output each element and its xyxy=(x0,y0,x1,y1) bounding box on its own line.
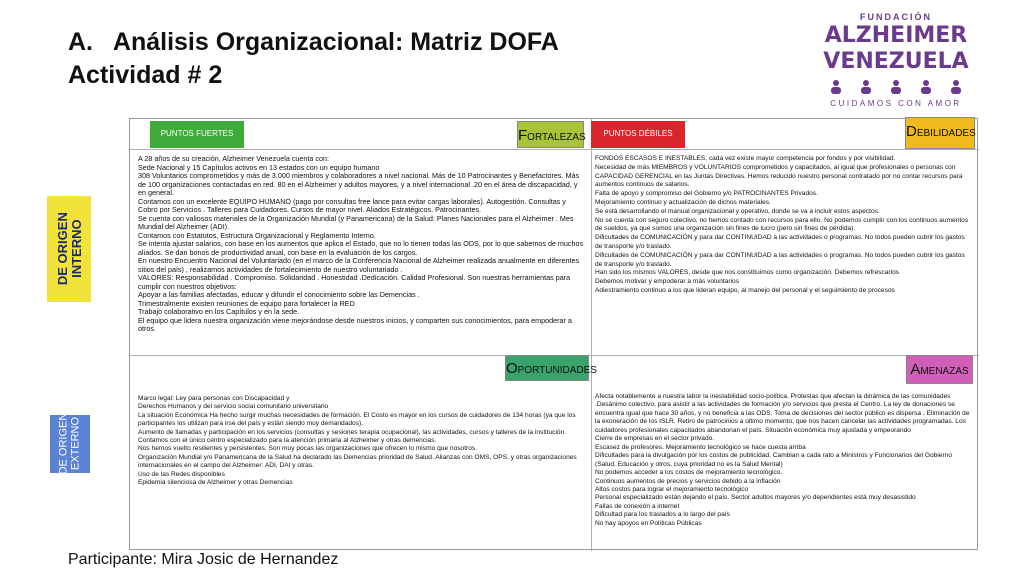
oportunidades-initial: O xyxy=(506,360,518,377)
debilidades-initial: D xyxy=(906,123,917,140)
fortalezas-cell xyxy=(138,155,584,351)
amenazas-item: Altos costos para lograr el mejoramiento tecnológico xyxy=(595,485,749,493)
amenazas-item: Cierre de empresas en el sector privado. xyxy=(595,435,715,443)
amenazas-item: Fallas de conexión a internet xyxy=(595,502,680,510)
fortalezas-item: Apoyar a las familias afectadas, educar y difundir el conocimiento sobre las Demencias . xyxy=(138,290,420,299)
amenazas-item: No podemos acceder a los costos de mejoramiento tecnológico. xyxy=(595,469,783,477)
oportunidades-rest: PORTUNIDADES xyxy=(517,365,597,376)
fortalezas-item: Trimestralmente existen reuniones de equipo para fortalecer la RED xyxy=(138,298,355,308)
amenazas-label xyxy=(906,355,973,384)
fortalezas-item: Contamos con Estatutos, Estructura Organizacional y Reglamento Interno. xyxy=(138,230,376,240)
fortalezas-item: Contamos con un excelente EQUIPO HUMANO (pago por consultas free lance para evitar cargas laborales). Autogestión. Consultas y Cobro por Servicios . Talleres para Cuidadores. Cursos de mayor nivel. Aliados Estratégicos. Patrocinantes. xyxy=(138,196,566,214)
oportunidades-item: Organización Mundial y/o Panamericana de la Salud ha declarado las Demencias prioridad de Salud. Alianzas con OMS, OPS, y otras organizaciones internacionales en el campo del Alzheimer: ADI, DAI y otras. xyxy=(138,453,577,470)
fortalezas-item: Trabajo colaborativo en los Capítulos y en la sede. xyxy=(138,307,300,316)
amenazas-item: Personal especializado están dejando el país. Sector adultos mayores y/o dependientes está muy desasistido xyxy=(595,494,916,502)
oportunidades-cell xyxy=(138,395,584,505)
fortalezas-item: 308 Voluntarios comprometidos y más de 3.000 miembros y colaboradores a nivel nacional. Más de 10 Patrocinantes y Benefactores. Más de 100 organizaciones contactadas en red. 80 en el Alzheimer y adultos mayores, y a nivel internacional .20 en el área de discapacidad, y en general. xyxy=(138,171,580,197)
slide-title xyxy=(68,26,788,92)
fortalezas-item: Sede Nacional y 15 Capítulos activos en 13 estados con un equipo humano xyxy=(138,162,380,172)
oportunidades-item: La situación Económica Ha hecho surgir muchas necesidades de formación. El Costo es mayor en los cursos de cuidadores de 134 horas (ya que los participantes los utilizan para irse del país y están siendo muy demandados). xyxy=(138,411,576,428)
origen-interno-label xyxy=(47,196,91,302)
fortalezas-label xyxy=(517,121,584,148)
amenazas-item: Dificultad para los traslados a lo largo del país xyxy=(595,511,730,519)
puntos-fuertes-header: PUNTOS FUERTES xyxy=(150,121,244,148)
amenazas-rest: MENAZAS xyxy=(920,366,969,377)
logo-tagline: CUIDAMOS CON AMOR xyxy=(830,99,962,108)
amenazas-item: No hay apoyos en Políticas Públicas xyxy=(595,519,702,527)
debilidades-item: No se cuenta con seguro colectivo, no hemos contado con recursos para ello. No podemos cumplir con los continuos aumentos de sueldos, ya que somos una organización sin fines de lucro (pero sin fines de pérdida). xyxy=(595,216,969,233)
fortalezas-item: Se intenta ajustar salarios, con base en los aumentos que aplica el Estado, que no lo tienen todas las ODS, por lo que sabemos de muchos aliados. Se dan bonos de productividad anual, con base en la evaluación de los cargos. xyxy=(138,239,584,257)
fortalezas-item: Se cuenta con valiosos materiales de la Organización Mundial (y Panamericana) de la Salud: Planes Nacionales para el Alzheimer . Mes Mundial del Alzheimer (ADI). xyxy=(138,213,574,231)
fortalezas-item: A 28 años de su creación, Alzheimer Venezuela cuenta con: xyxy=(138,155,329,163)
debilidades-item: Se está desarrollando el manual organizacional y operativo, donde se va a incluir estos aspectos. xyxy=(595,207,880,215)
origen-externo-line-1: DE ORIGEN xyxy=(57,413,70,475)
amenazas-initial: A xyxy=(910,361,921,378)
origen-externo-line-2: EXTERNO xyxy=(69,417,82,471)
title-line-2: Actividad # 2 xyxy=(68,61,223,89)
debilidades-item: Adiestramiento continuo a los que lideran equipo, al manejo del personal y el seguimiento de procesos xyxy=(595,286,895,294)
debilidades-item: Debemos motivar y empoderar a más voluntarios xyxy=(595,278,740,286)
matrix-divider xyxy=(591,119,592,551)
fortalezas-initial: F xyxy=(518,127,528,144)
oportunidades-item: Uso de las Redes disponibles xyxy=(138,470,225,478)
origen-externo-label xyxy=(50,415,90,473)
title-line-1: A. Análisis Organizacional: Matriz DOFA xyxy=(68,28,559,56)
participant-name: Participante: Mira Josic de Hernandez xyxy=(68,551,339,568)
amenazas-item: Continuos aumentos de precios y servicios debido a la inflación xyxy=(595,477,781,485)
oportunidades-item: Aumento de llamadas y participación en los servicios (consultas y sesiones terapia ocupacional), las actividades, cursos y talleres de la institución. Contamos con el único centro especializado para la atención primaria al Alzheimer y otras demencias. xyxy=(138,428,567,445)
puntos-debiles-header: PUNTOS DÉBILES xyxy=(591,121,685,148)
fortalezas-item: El equipo que lidera nuestra organización viene mejorándose desde nuestros inicios, y comparten sus conocimientos, para empoderar a otros. xyxy=(138,315,572,333)
amenazas-item: Dificultades para la divulgación por los costos de publicidad. Cambian a cada rato a Ministros y Funcionarios del Gobierno (Salud, Educación y otros, cuya prioridad no es la Salud Mental) xyxy=(595,452,952,468)
debilidades-rest: EBILIDADES xyxy=(916,128,976,139)
amenazas-item: Escasez de profesores. Mejoramiento tecnológico se hace cuesta arriba xyxy=(595,443,806,451)
alzheimer-venezuela-logo xyxy=(818,12,974,112)
oportunidades-item: Marco legal: Ley para personas con Discapacidad y xyxy=(138,395,290,402)
amenazas-cell xyxy=(595,393,973,549)
fortalezas-rest: ORTALEZAS xyxy=(527,132,586,143)
debilidades-label xyxy=(905,117,975,149)
fortalezas-item: En nuestro Encuentro Nacional del Voluntariado (en el marco de la Conferencia Nacional de Alzheimer realizada anualmente en diferentes sitios del país) , realizamos actividades de fortalecimiento de nuestro voluntariado . xyxy=(138,256,580,274)
oportunidades-item: Epidemia silenciosa de Alzheimer y otras Demencias xyxy=(138,479,293,487)
debilidades-item: FONDOS ESCASOS E INESTABLES, cada vez existe mayor competencia por fondos y por visibilidad. xyxy=(595,155,896,162)
origen-interno-line-2: INTERNO xyxy=(68,219,83,279)
debilidades-item: Falta de apoyo y compromiso del Gobierno y/o PATROCINANTES Privados. xyxy=(595,190,818,198)
logo-line-2: VENEZUELA xyxy=(823,49,969,74)
amenazas-item: Afecta notablemente a nuestra labor la inestabilidad socio-política. Protestas que afectan la dinámica de las comunidades .Desánimo colectivo, para asistir a las actividades de formación y/o servicios que presta el Centro. La ley de donaciones se encuentra igual que hace 30 años, y no beneficia a las ODS. Toma de decisiones del sector público es dispersa . Eliminación de la exoneración de los ISLR. Retiro de patrocinios a último momento, que nos hacen cancelar las actividades programadas. Los cuidadores profesionales capacitados abandonan el país. Situación económica muy ajustada y empeorando xyxy=(595,393,970,434)
origen-interno-line-1: DE ORIGEN xyxy=(54,212,70,286)
oportunidades-item: Nos hemos vuelto resilientes y persistentes. Son muy pocas las organizaciones que ofrecen lo mismo que nosotros. xyxy=(138,445,478,453)
debilidades-item: Necesidad de más MIEMBROS y VOLUNTARIOS comprometidos y capacitados, al igual que profesionales o personas con CAPACIDAD GERENCIAL en las Juntas Directivas. Hemos reducido nuestro personal contratado por no contar recursos para aumentos continuos de salarios. xyxy=(595,163,963,189)
logo-fundacion: FUNDACIÓN xyxy=(860,12,932,22)
oportunidades-item: Derechos Humanos y del servicio social comunitario universitario xyxy=(138,403,329,411)
people-icon xyxy=(824,80,968,94)
oportunidades-label xyxy=(505,355,597,381)
logo-line-1: ALZHEIMER xyxy=(824,23,968,48)
fortalezas-item: VALORES: Responsabilidad . Compromiso. Solidaridad . Honestidad .Dedicación. Calidad Profesional. Son nuestras herramientas para cumplir con nuestros objetivos: xyxy=(138,273,571,291)
debilidades-item: Dificultades de COMUNICACIÓN y para dar CONTINUIDAD a las actividades o programas. No todos pueden cubrir los gastos de transporte y/o traslado. xyxy=(595,251,965,268)
debilidades-item: Han sido los mismos VALORES, desde que nos constituimos como organización. Debemos refrescarlos xyxy=(595,269,900,277)
debilidades-item: Dificultades de COMUNICACIÓN y para dar CONTINUIDAD a las actividades o programas. No todos pueden cubrir los gastos de transporte y/o traslado. xyxy=(595,234,965,250)
debilidades-item: Mejoramiento continuo y actualización de dichos materiales. xyxy=(595,198,771,206)
debilidades-cell xyxy=(595,155,973,315)
matrix-divider xyxy=(130,149,979,150)
